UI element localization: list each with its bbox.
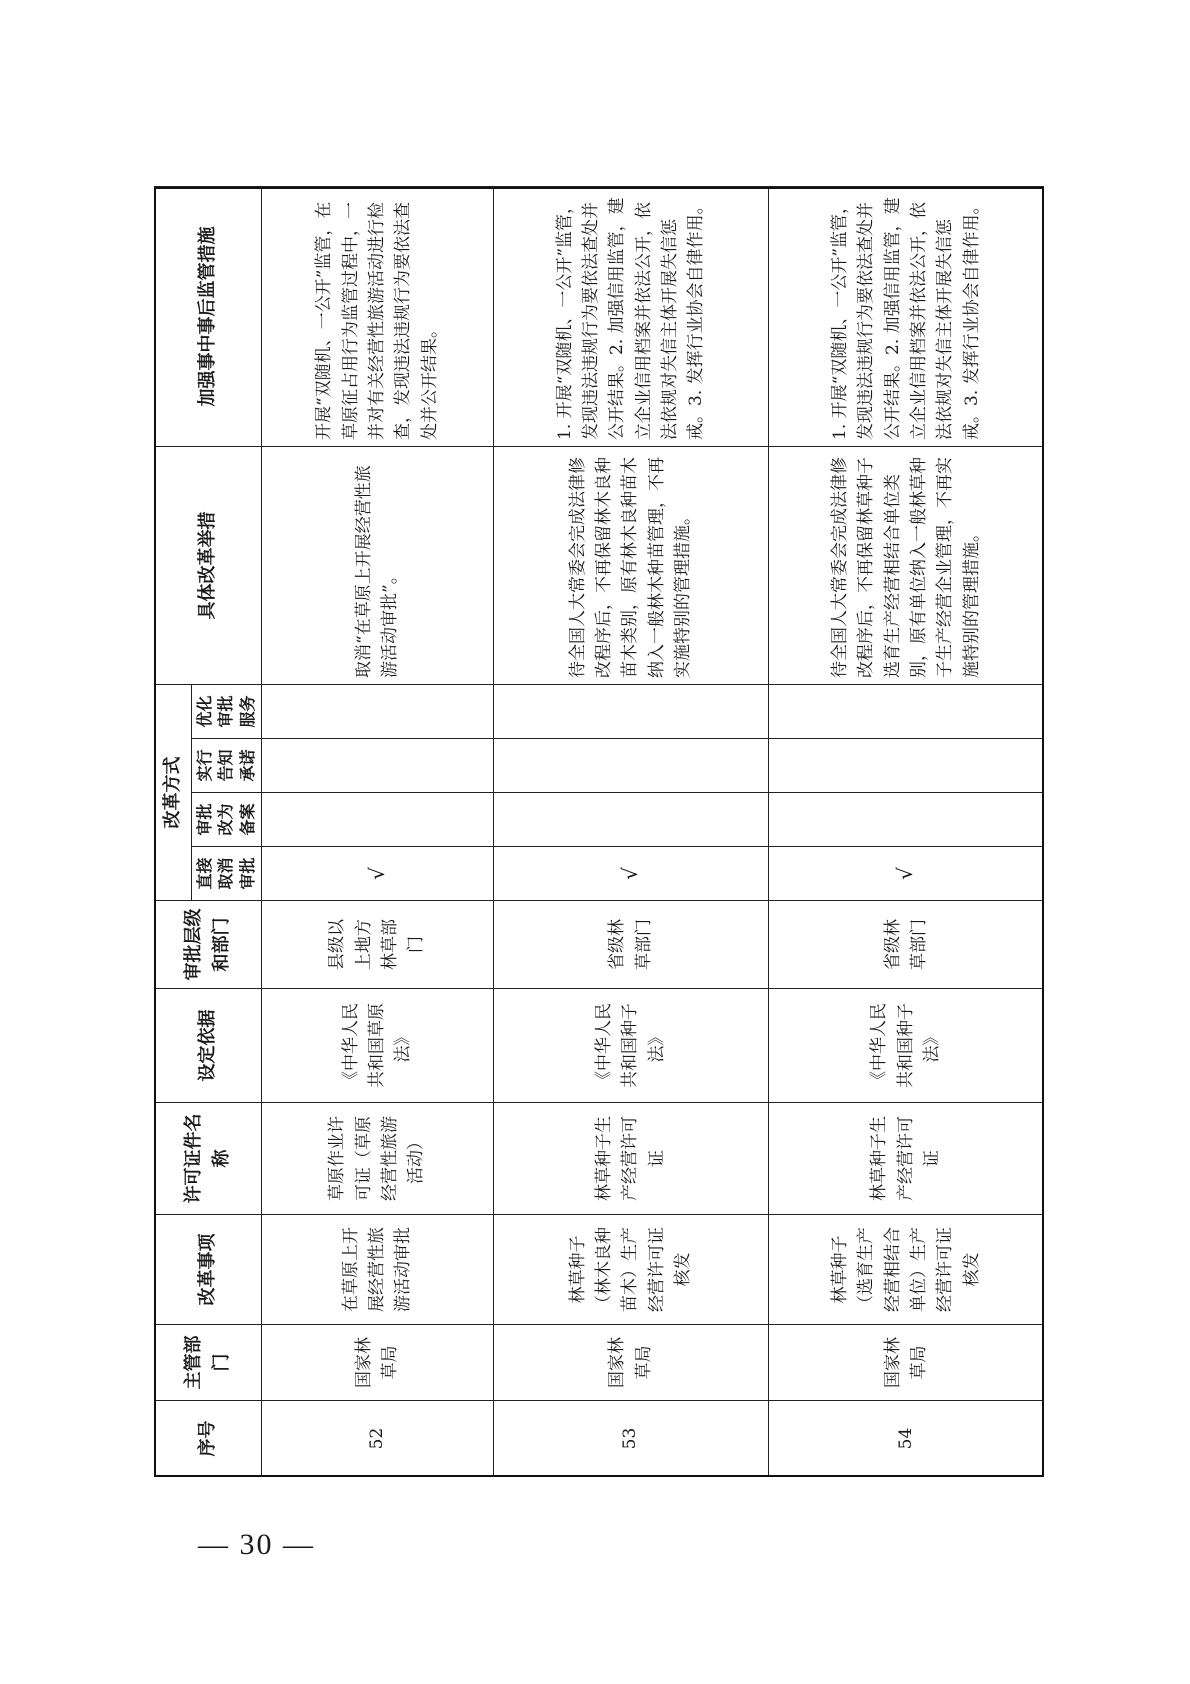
cell-license: 林草种子生产经营许可证	[493, 1103, 768, 1215]
cell-method-notice	[768, 739, 1043, 793]
header-method-optimize: 优化审批服务	[191, 685, 261, 739]
cell-method-notice	[493, 739, 768, 793]
header-basis: 设定依据	[155, 989, 262, 1103]
cell-method-optimize	[493, 685, 768, 739]
cell-item: 在草原上开展经营性旅游活动审批	[261, 1215, 493, 1325]
header-method-cancel: 直接取消审批	[191, 847, 261, 901]
cell-level: 省级林草部门	[493, 901, 768, 989]
table-row	[768, 187, 1043, 1477]
cell-supervision: 1. 开展“双随机、一公开”监管，发现违法违规行为要依法查处并公开结果。2. 加强信用监管，建立企业信用档案并依法公开，依法依规对失信主体开展失信惩戒。3. 发挥行业协会自律作用。	[768, 187, 1043, 447]
cell-dept: 国家林草局	[493, 1325, 768, 1401]
cell-measures: 待全国人大常委会完成法律修改程序后，不再保留林草种子选育生产经营相结合单位类别，原有单位纳入一般林草种子生产经营企业管理，不再实施特别的管理措施。	[768, 447, 1043, 685]
cell-basis: 《中华人民共和国种子法》	[493, 989, 768, 1103]
cell-method-filing	[768, 793, 1043, 847]
header-license: 许可证件名称	[155, 1103, 262, 1215]
header-measures: 具体改革举措	[155, 447, 262, 685]
cell-method-filing	[493, 793, 768, 847]
cell-item: 林草种子（林木良种苗木）生产经营许可证核发	[493, 1215, 768, 1325]
page-number: — 30 —	[198, 1528, 315, 1561]
rotated-table-container	[154, 187, 1044, 1477]
cell-item: 林草种子（选育生产经营相结合单位）生产经营许可证核发	[768, 1215, 1043, 1325]
cell-method-notice	[261, 739, 493, 793]
check-mark: √	[261, 847, 493, 901]
cell-seq: 53	[493, 1401, 768, 1477]
cell-seq: 52	[261, 1401, 493, 1477]
table-row	[493, 187, 768, 1477]
header-method-filing: 审批改为备案	[191, 793, 261, 847]
header-seq: 序号	[155, 1401, 262, 1477]
header-dept: 主管部门	[155, 1325, 262, 1401]
cell-method-optimize	[261, 685, 493, 739]
cell-supervision: 开展“双随机、一公开”监管，在草原征占用行为监管过程中，一并对有关经营性旅游活动进行检查，发现违法违规行为要依法查处并公开结果。	[261, 187, 493, 447]
header-level: 审批层级和部门	[155, 901, 262, 989]
header-method: 改革方式	[155, 685, 192, 901]
cell-measures: 待全国人大常委会完成法律修改程序后，不再保留林木良种苗木类别，原有林木良种苗木纳入一般林木种苗管理，不再实施特别的管理措施。	[493, 447, 768, 685]
check-mark: √	[493, 847, 768, 901]
reform-table	[154, 186, 1044, 1477]
table-row	[261, 187, 493, 1477]
cell-level: 县级以上地方林草部门	[261, 901, 493, 989]
header-item: 改革事项	[155, 1215, 262, 1325]
cell-basis: 《中华人民共和国草原法》	[261, 989, 493, 1103]
header-method-notice: 实行告知承诺	[191, 739, 261, 793]
cell-dept: 国家林草局	[768, 1325, 1043, 1401]
cell-level: 省级林草部门	[768, 901, 1043, 989]
cell-supervision: 1. 开展“双随机、一公开”监管，发现违法违规行为要依法查处并公开结果。2. 加强信用监管，建立企业信用档案并依法公开，依法依规对失信主体开展失信惩戒。3. 发挥行业协会自律作用。	[493, 187, 768, 447]
header-row	[155, 187, 192, 1477]
cell-dept: 国家林草局	[261, 1325, 493, 1401]
cell-method-filing	[261, 793, 493, 847]
check-mark: √	[768, 847, 1043, 901]
cell-license: 草原作业许可证（草原经营性旅游活动）	[261, 1103, 493, 1215]
cell-seq: 54	[768, 1401, 1043, 1477]
cell-basis: 《中华人民共和国种子法》	[768, 989, 1043, 1103]
header-supervision: 加强事中事后监管措施	[155, 187, 262, 447]
cell-license: 林草种子生产经营许可证	[768, 1103, 1043, 1215]
cell-method-optimize	[768, 685, 1043, 739]
cell-measures: 取消“在草原上开展经营性旅游活动审批”。	[261, 447, 493, 685]
